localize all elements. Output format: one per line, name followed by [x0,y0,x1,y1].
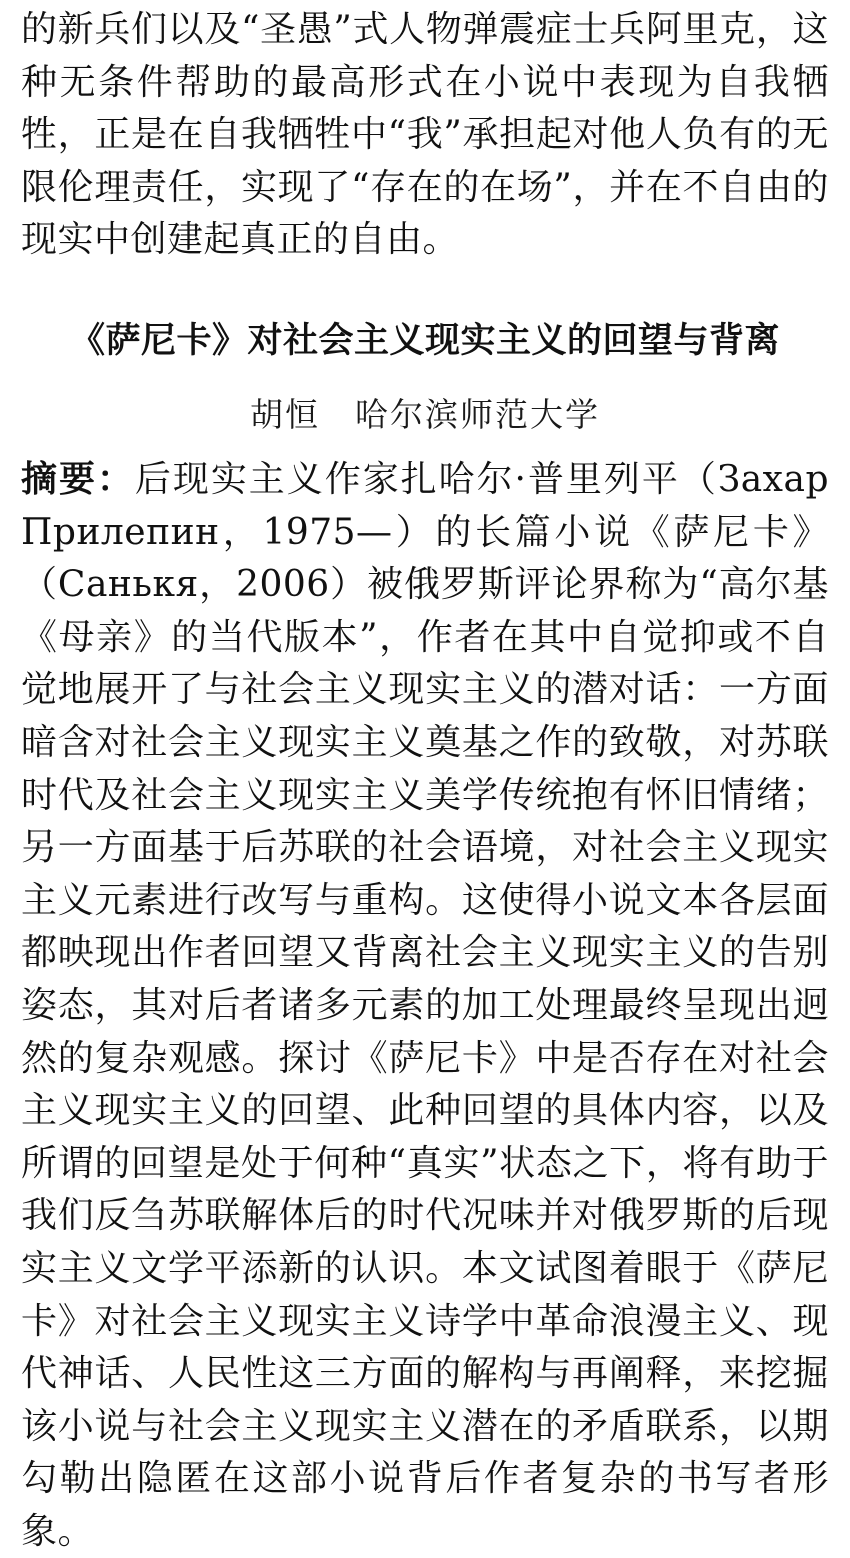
abstract-text: 后现实主义作家扎哈尔·普里列平（Захар Прилепин，1975—）的长篇小说《萨尼卡》（Санькя，2006）被俄罗斯评论界称为“高尔基《母亲》的当代版本”，作者在其中自觉抑或不自觉地展开了与社会主义现实主义的潜对话：一方面暗含对社会主义现实主义奠基之作的致敬，对苏联时代及社会主义现实主义美学传统抱有怀旧情绪；另一方面基于后苏联的社会语境，对社会主义现实主义元素进行改写与重构。这使得小说文本各层面都映现出作者回望又背离社会主义现实主义的告别姿态，其对后者诸多元素的加工处理最终呈现出迥然的复杂观感。探讨《萨尼卡》中是否存在对社会主义现实主义的回望、此种回望的具体内容，以及所谓的回望是处于何种“真实”状态之下，将有助于我们反刍苏联解体后的时代况味并对俄罗斯的后现实主义文学平添新的认识。本文试图着眼于《萨尼卡》对社会主义现实主义诗学中革命浪漫主义、现代神话、人民性这三方面的解构与再阐释，来挖掘该小说与社会主义现实主义潜在的矛盾联系，以期勾勒出隐匿在这部小说背后作者复杂的书写者形象。 [21,459,829,1552]
author-line [0,392,850,438]
abstract-label: 摘要： [21,458,135,500]
previous-paragraph: 的新兵们以及“圣愚”式人物弹震症士兵阿里克，这种无条件帮助的最高形式在小说中表现为自我牺牲，正是在自我牺牲中“我”承担起对他人负有的无限伦理责任，实现了“存在的在场”，并在不自由的现实中创建起真正的自由。 [21,9,829,261]
author-affiliation: 哈尔滨师范大学 [355,395,600,434]
author-name: 胡恒 [250,395,320,434]
abstract [21,453,829,1558]
article-title: 《萨尼卡》对社会主义现实主义的回望与背离 [69,320,780,361]
